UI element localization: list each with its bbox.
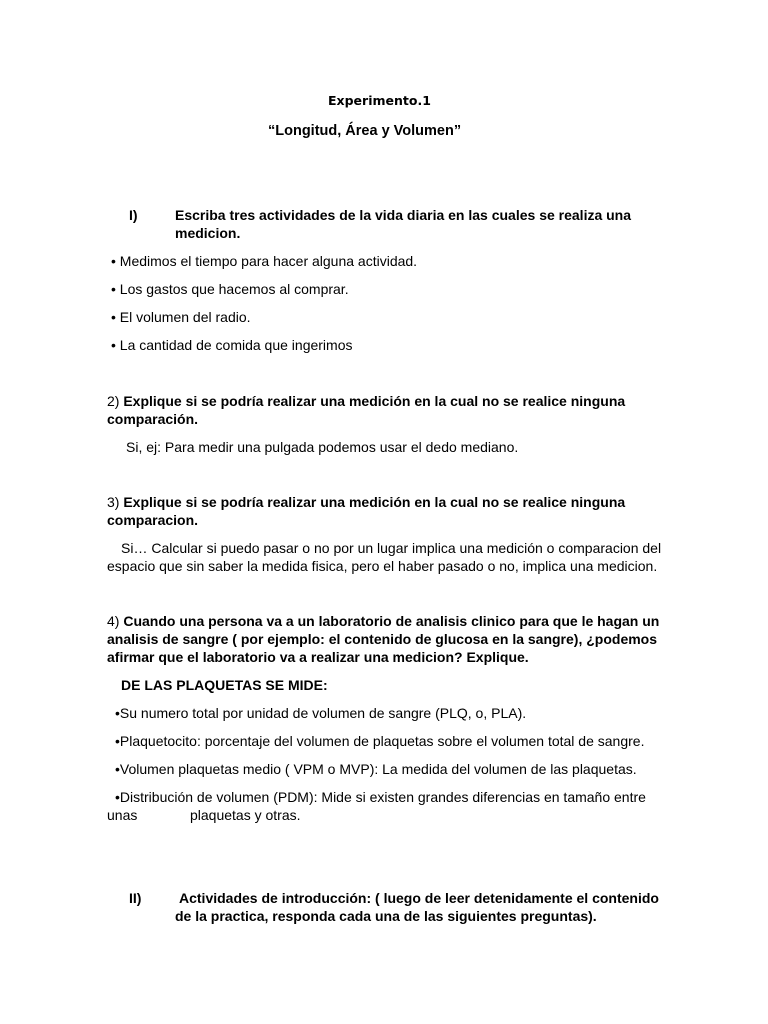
question-4 bbox=[107, 612, 659, 630]
section-2-heading-line-1: Actividades de introducción: ( luego de leer detenidamente el contenido bbox=[179, 890, 659, 906]
question-3-text-line-2: comparacion. bbox=[107, 512, 199, 528]
question-3 bbox=[107, 493, 625, 511]
section-1-numeral: I) bbox=[129, 207, 138, 223]
plaquetas-item: •Volumen plaquetas medio ( VPM o MVP): La medida del volumen de las plaquetas. bbox=[115, 761, 637, 777]
question-4-text-line-2: analisis de sangre ( por ejemplo: el contenido de glucosa en la sangre), ¿podemos bbox=[107, 631, 658, 647]
question-2-text-line-2: comparación. bbox=[107, 411, 199, 427]
section-1-bullet: • La cantidad de comida que ingerimos bbox=[111, 337, 353, 353]
section-1-bullet: • El volumen del radio. bbox=[111, 309, 251, 325]
section-1-bullet: • Los gastos que hacemos al comprar. bbox=[111, 281, 349, 297]
section-1-bullet: • Medimos el tiempo para hacer alguna actividad. bbox=[111, 253, 418, 269]
plaquetas-item: •Su numero total por unidad de volumen de sangre (PLQ, o, PLA). bbox=[115, 705, 527, 721]
question-4-text-line-3: afirmar que el laboratorio va a realizar una medicion? Explique. bbox=[107, 649, 529, 665]
question-3-text-line-1: Explique si se podría realizar una medición en la cual no se realice ninguna bbox=[123, 494, 626, 510]
plaquetas-item-last-line-2b: plaquetas y otras. bbox=[190, 807, 301, 823]
document-title: Experimento.1 bbox=[328, 93, 431, 108]
section-1-heading-line-1: Escriba tres actividades de la vida diaria en las cuales se realiza una bbox=[175, 207, 632, 223]
question-2 bbox=[107, 392, 625, 410]
question-2-answer: Si, ej: Para medir una pulgada podemos usar el dedo mediano. bbox=[126, 439, 519, 455]
section-2-heading-line-2: de la practica, responda cada una de las siguientes preguntas). bbox=[175, 908, 597, 924]
plaquetas-item: •Plaquetocito: porcentaje del volumen de plaquetas sobre el volumen total de sangre. bbox=[115, 733, 645, 749]
question-2-text-line-1: Explique si se podría realizar una medición en la cual no se realice ninguna bbox=[123, 393, 626, 409]
document-subtitle: “Longitud, Área y Volumen” bbox=[268, 123, 462, 139]
section-2-numeral: II) bbox=[129, 890, 142, 906]
plaquetas-item-last-line-1: •Distribución de volumen (PDM): Mide si existen grandes diferencias en tamaño entre bbox=[115, 789, 646, 805]
plaquetas-subheading: DE LAS PLAQUETAS SE MIDE: bbox=[121, 677, 328, 693]
question-4-number: 4) bbox=[107, 613, 120, 629]
question-3-answer-line-2: espacio que sin saber la medida fisica, pero el haber pasado o no, implica una medicion. bbox=[107, 558, 658, 574]
section-1-heading-line-2: medicion. bbox=[175, 225, 241, 241]
question-2-number: 2) bbox=[107, 393, 120, 409]
question-3-answer-line-1: Si… Calcular si puedo pasar o no por un lugar implica una medición o comparacion del bbox=[121, 540, 662, 556]
question-3-number: 3) bbox=[107, 494, 120, 510]
question-4-text-line-1: Cuando una persona va a un laboratorio de analisis clinico para que le hagan un bbox=[123, 613, 660, 629]
plaquetas-item-last-line-2a: unas bbox=[107, 807, 138, 823]
